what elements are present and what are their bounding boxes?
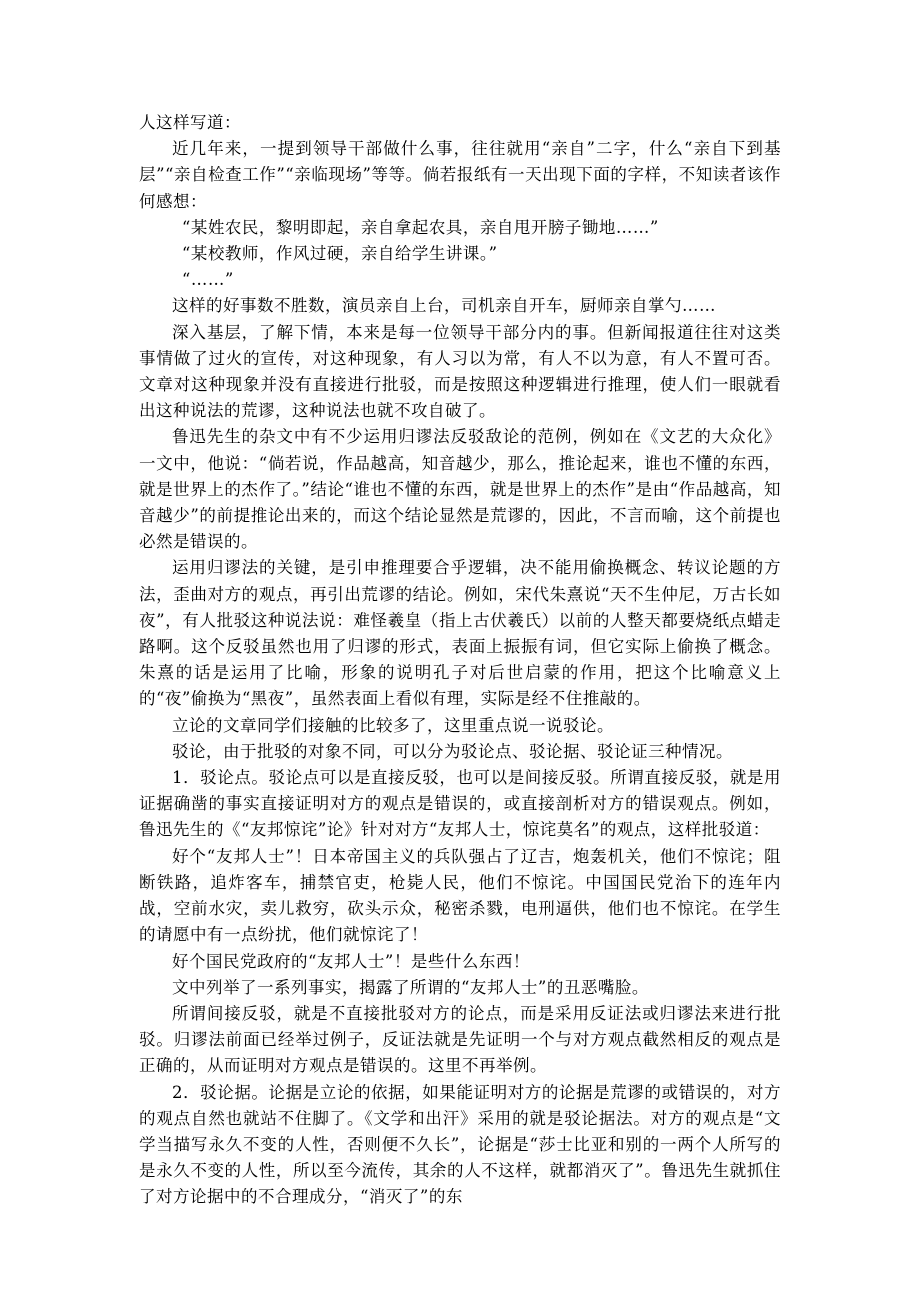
paragraph: 这样的好事数不胜数，演员亲自上台，司机亲自开车，厨师亲自掌勺……	[172, 296, 716, 316]
paragraph: 文中列举了一系列事实，揭露了所谓的“友邦人士”的丑恶嘴脸。	[172, 977, 649, 997]
section-paragraph: 1．驳论点。驳论点可以是直接反驳，也可以是间接反驳。所谓直接反驳，就是用证据确凿的事实直接证明对方的观点是错误的，或直接剖析对方的错误观点。例如，鲁迅先生的《“友邦惊诧”论》针对对方“友邦人士，惊诧莫名”的观点，这样批驳道：	[139, 768, 781, 840]
paragraph: 近几年来，一提到领导干部做什么事，往往就用“亲自”二字，什么“亲自下到基层”“亲自检查工作”“亲临现场”等等。倘若报纸有一天出现下面的字样，不知读者该作何感想：	[139, 139, 781, 211]
quoted-line: “某校教师，作风过硬，亲自给学生讲课。”	[181, 244, 498, 264]
paragraph: 运用归谬法的关键，是引申推理要合乎逻辑，决不能用偷换概念、转议论题的方法，歪曲对方的观点，再引出荒谬的结论。例如，宋代朱熹说“天不生仲尼，万古长如夜”，有人批驳这种说法说：难怪羲皇（指上古伏羲氏）以前的人整天都要烧纸点蜡走路啊。这个反驳虽然也用了归谬的形式，表面上振振有词，但它实际上偷换了概念。朱熹的话是运用了比喻，形象的说明孔子对后世启蒙的作用，把这个比喻意义上的“夜”偷换为“黑夜”，虽然表面上看似有理，实际是经不住推敲的。	[139, 558, 781, 709]
paragraph: 深入基层，了解下情，本来是每一位领导干部分内的事。但新闻报道往往对这类事情做了过火的宣传，对这种现象，有人习以为常，有人不以为意，有人不置可否。文章对这种现象并没有直接进行批驳，而是按照这种逻辑进行推理，使人们一眼就看出这种说法的荒谬，这种说法也就不攻自破了。	[139, 322, 781, 421]
paragraph: 驳论，由于批驳的对象不同，可以分为驳论点、驳论据、驳论证三种情况。	[172, 741, 733, 761]
quoted-line: “……”	[181, 270, 234, 290]
quoted-paragraph: 好个“友邦人士”！日本帝国主义的兵队强占了辽吉，炮轰机关，他们不惊诧；阻断铁路，追炸客车，捕禁官吏，枪毙人民，他们不惊诧。中国国民党治下的连年内战，空前水灾，卖儿救穷，砍头示众，秘密杀戮，电刑逼供，他们也不惊诧。在学生的请愿中有一点纷扰，他们就惊诧了！	[139, 846, 781, 945]
paragraph: 人这样写道：	[139, 113, 241, 132]
paragraph: 立论的文章同学们接触的比较多了，这里重点说一说驳论。	[172, 715, 614, 735]
document-body	[139, 110, 781, 1211]
quoted-paragraph: 好个国民党政府的“友邦人士”！是些什么东西！	[172, 951, 530, 971]
quoted-line: “某姓农民，黎明即起，亲自拿起农具，亲自甩开膀子锄地……”	[181, 217, 659, 237]
paragraph: 所谓间接反驳，就是不直接批驳对方的论点，而是采用反证法或归谬法来进行批驳。归谬法前面已经举过例子，反证法就是先证明一个与对方观点截然相反的观点是正确的，从而证明对方观点是错误的。这里不再举例。	[139, 1003, 781, 1076]
paragraph: 鲁迅先生的杂文中有不少运用归谬法反驳敌论的范例，例如在《文艺的大众化》一文中，他说：“倘若说，作品越高，知音越少，那么，推论起来，谁也不懂的东西，就是世界上的杰作了。”结论“谁也不懂的东西，就是世界上的杰作”是由“作品越高，知音越少”的前提推论出来的，而这个结论显然是荒谬的，因此，不言而喻，这个前提也必然是错误的。	[139, 427, 781, 552]
section-paragraph: 2．驳论据。论据是立论的依据，如果能证明对方的论据是荒谬的或错误的，对方的观点自然也就站不住脚了。《文学和出汗》采用的就是驳论据法。对方的观点是“文学当描写永久不变的人性，否则便不久长”，论据是“莎士比亚和别的一两个人所写的是永久不变的人性，所以至今流传，其余的人不这样，就都消灭了”。鲁迅先生就抓住了对方论据中的不合理成分，“消灭了”的东	[139, 1082, 781, 1207]
